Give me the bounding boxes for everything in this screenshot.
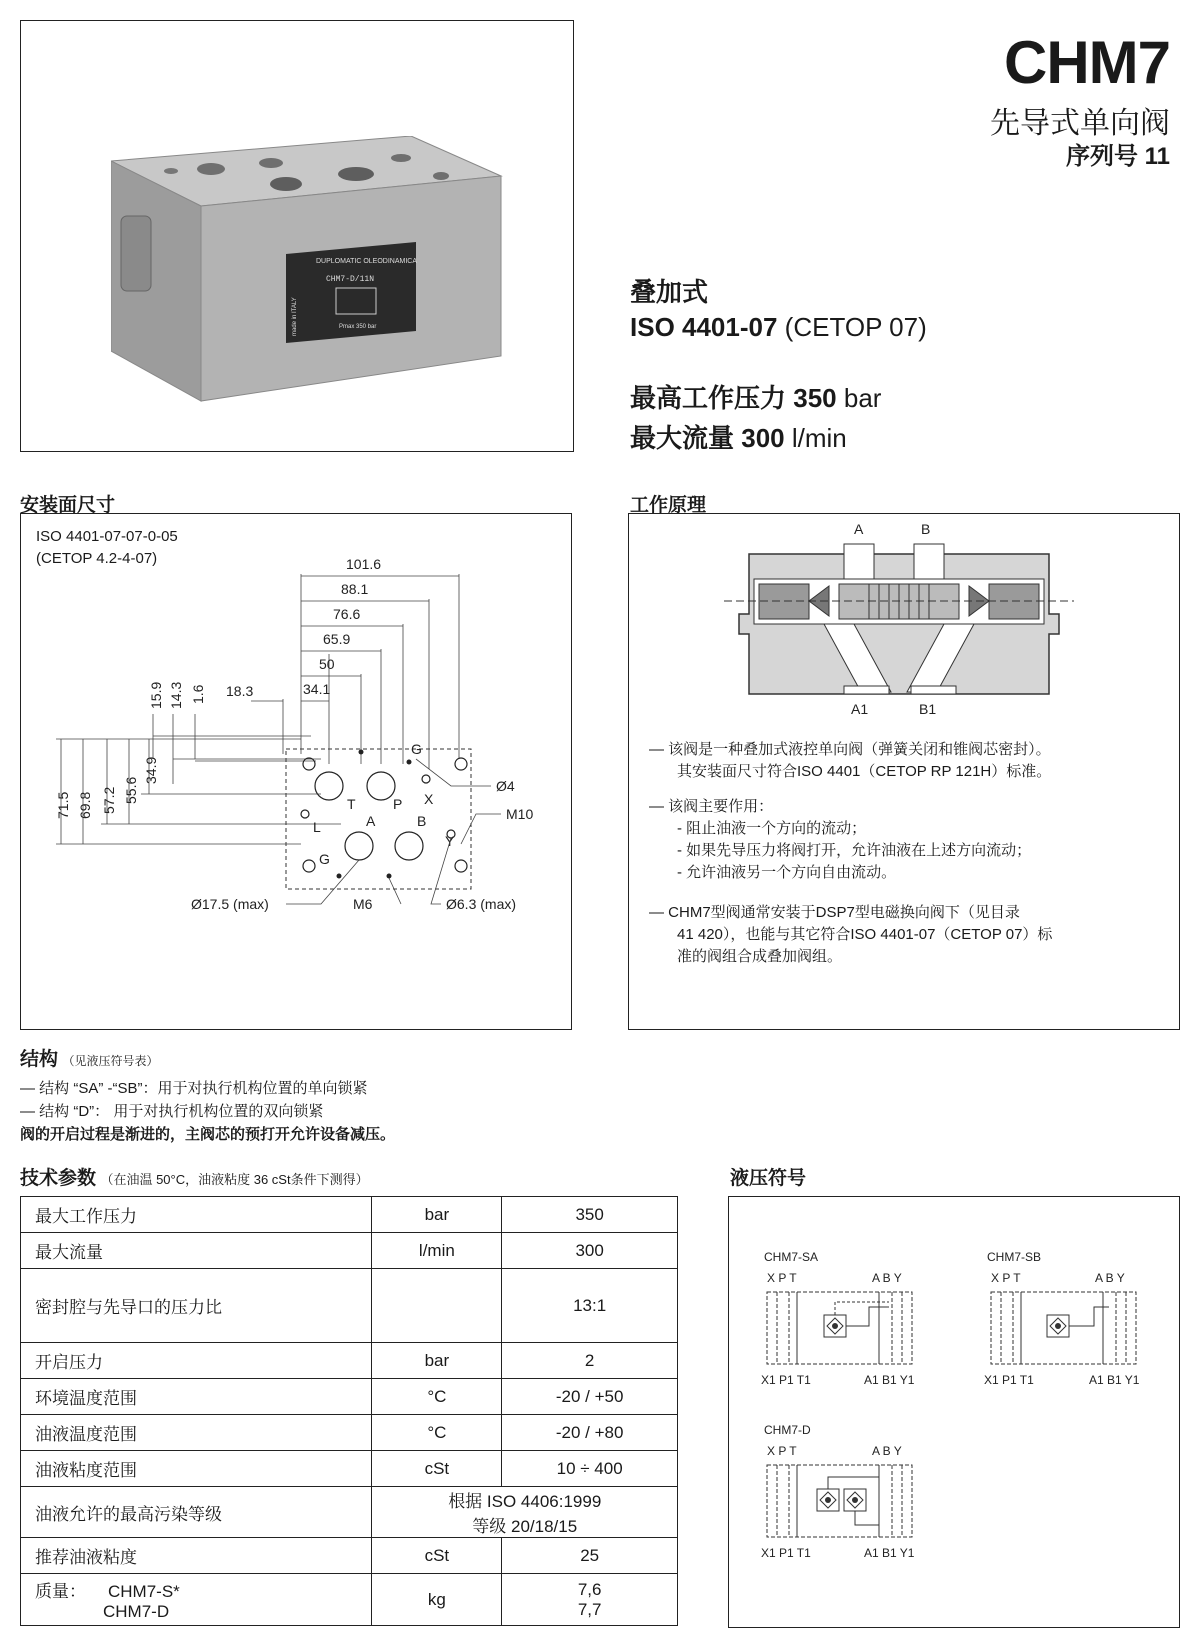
tech-title: 技术参数 [20,1168,97,1189]
principle-note-2-line-3: - 如果先导压力将阀打开，允许油液在上述方向流动； [677,842,1032,859]
port-b: B [417,813,427,829]
contamination-line-2: 等级 20/18/15 [472,1517,578,1536]
param-value: 10 ÷ 400 [502,1451,678,1487]
callout-d17-5: Ø17.5 (max) [191,896,269,912]
product-photo-frame [20,20,574,452]
param-name: 油液温度范围 [21,1415,372,1451]
symbol-sa-top-right: A B Y [872,1271,902,1285]
port-t: T [347,796,356,812]
principle-title: 工作原理 [630,495,707,516]
principle-note-2-line-4: - 允许油液另一个方向自由流动。 [677,864,897,881]
principle-note-3-line-1: — CHM7型阀通常安装于DSP7型电磁换向阀下（见目录 [649,904,1020,921]
nameplate-pressure: Pmax 350 bar [339,324,377,330]
symbol-sb-top-right: A B Y [1095,1271,1125,1285]
dim-101-6: 101.6 [346,556,382,572]
table-row [21,1415,678,1451]
mounting-diagram [21,514,571,1029]
model-subtitle: 先导式单向阀 [990,107,1170,140]
hydraulic-diagrams [729,1197,1179,1627]
principle-note-3-line-3: 准的阀组合成叠加阀组。 [677,948,843,965]
dim-18-3: 18.3 [226,683,254,699]
iso-line [630,312,927,343]
contamination-value [372,1487,678,1538]
principle-note-3 [649,902,1164,968]
symbol-d-bottom-left: X1 P1 T1 [761,1546,811,1560]
structure-title: 结构 [20,1049,59,1070]
structure-line-1: — 结构 “SA” -“SB”：用于对执行机构位置的单向锁紧 [20,1080,368,1097]
param-value: -20 / +80 [502,1415,678,1451]
mass-value-2: 7,7 [577,1599,602,1619]
nameplate-brand: DUPLOMATIC OLEODINAMICA [316,258,417,265]
dim-65-9: 65.9 [323,631,351,647]
port-y: Y [445,833,455,849]
symbol-sb [984,1250,1140,1387]
param-name: 密封腔与先导口的压力比 [21,1269,372,1343]
principle-note-1-line-2: 其安装面尺寸符合ISO 4401（CETOP RP 121H）标准。 [677,763,1052,780]
param-value: -20 / +50 [502,1379,678,1415]
mounting-title: 安装面尺寸 [20,495,116,516]
param-unit: °C [372,1379,502,1415]
principle-note-1-line-1: — 该阀是一种叠加式液控单向阀（弹簧关闭和锥阀芯密封）。 [649,741,1051,758]
tech-table [20,1196,678,1626]
param-name: 环境温度范围 [21,1379,372,1415]
pressure-label: 最高工作压力 [630,383,787,413]
param-unit: l/min [372,1233,502,1269]
model-title: CHM7 [1003,29,1170,96]
principle-note-3-line-2: 41 420），也能与其它符合ISO 4401-07（CETOP 07）标 [677,926,1053,943]
symbol-sb-top-left: X P T [991,1271,1021,1285]
nameplate-model: CHM7-D/11N [326,275,375,284]
dim-34-1: 34.1 [303,681,331,697]
port-p: P [393,796,403,812]
mass-value-1: 7,6 [577,1579,602,1599]
structure-line-2: — 结构 “D”： 用于对执行机构位置的双向锁紧 [20,1103,324,1120]
pressure-line [630,378,881,415]
symbol-sb-bottom-right: A1 B1 Y1 [1089,1373,1140,1387]
structure-title-note: （见液压符号表） [62,1054,159,1068]
principle-note-2 [649,796,1164,884]
port-l: L [313,819,321,835]
dim-50: 50 [319,656,335,672]
contamination-line-1: 根据 ISO 4406:1999 [448,1492,602,1511]
principle-port-a1: A1 [851,701,869,717]
symbol-d-bottom-right: A1 B1 Y1 [864,1546,915,1560]
table-row [21,1379,678,1415]
param-unit: cSt [372,1538,502,1574]
symbol-d-top-left: X P T [767,1444,797,1458]
param-name: 最大工作压力 [21,1197,372,1233]
tech-heading [20,1163,369,1190]
port-a: A [366,813,376,829]
mass-unit: kg [372,1574,502,1626]
mounting-std1: ISO 4401-07-07-0-05 [36,528,178,545]
series-number: 序列号 11 [1065,143,1170,170]
param-value: 350 [502,1197,678,1233]
table-row [21,1451,678,1487]
dim-55-6: 55.6 [123,776,139,804]
pressure-unit: bar [843,383,882,413]
table-row [21,1269,678,1343]
principle-diagram [629,514,1179,724]
callout-d6-3: Ø6.3 (max) [446,896,517,912]
param-value: 13:1 [502,1269,678,1343]
table-row [21,1197,678,1233]
principle-box [628,513,1180,1030]
callout-m10: M10 [506,806,534,822]
dim-15-9: 15.9 [148,681,164,709]
dim-71-5: 71.5 [55,791,71,819]
param-name: 推荐油液粘度 [21,1538,372,1574]
principle-note-2-line-1: — 该阀主要作用： [649,798,774,815]
param-unit [372,1269,502,1343]
symbol-d-name: CHM7-D [764,1423,811,1437]
symbol-sb-name: CHM7-SB [987,1250,1042,1264]
symbol-sa-bottom-right: A1 B1 Y1 [864,1373,915,1387]
table-row [21,1574,678,1626]
dim-14-3: 14.3 [168,681,184,709]
flow-value: 300 [741,423,785,453]
symbol-sa-top-left: X P T [767,1271,797,1285]
param-name: 最大流量 [21,1233,372,1269]
port-g-top: G [411,741,422,757]
type-label: 叠加式 [630,277,709,307]
port-x: X [424,791,434,807]
param-unit: cSt [372,1451,502,1487]
principle-port-b: B [921,521,931,537]
nameplate-origin: made in ITALY [292,297,298,336]
table-row [21,1233,678,1269]
iso-standard: ISO 4401-07 [630,312,778,342]
tech-title-note: （在油温 50°C，油液粘度 36 cSt条件下测得） [100,1172,369,1187]
symbol-sa [761,1250,915,1387]
structure-heading [20,1044,158,1071]
symbol-sb-bottom-left: X1 P1 T1 [984,1373,1034,1387]
param-name: 油液粘度范围 [21,1451,372,1487]
flow-line [630,418,847,455]
hydraulic-box [728,1196,1180,1628]
dim-69-8: 69.8 [77,791,93,819]
symbol-sa-name: CHM7-SA [764,1250,819,1264]
symbol-d-top-right: A B Y [872,1444,902,1458]
principle-port-b1: B1 [919,701,937,717]
principle-note-1 [649,739,1164,783]
dim-76-6: 76.6 [333,606,361,622]
mass-model-2: CHM7-D [103,1602,170,1621]
flow-unit: l/min [791,423,847,453]
port-g-bottom: G [319,851,330,867]
principle-note-2-line-2: - 阻止油液一个方向的流动； [677,820,867,837]
structure-bold-line: 阀的开启过程是渐进的，主阀芯的预打开允许设备减压。 [20,1126,396,1143]
mounting-box [20,513,572,1030]
table-row [21,1538,678,1574]
param-name: 油液允许的最高污染等级 [21,1487,372,1538]
table-row [21,1487,678,1538]
mounting-std2: (CETOP 4.2-4-07) [36,550,158,567]
valve-photo [111,136,511,406]
mass-label: 质量： [35,1582,86,1601]
callout-d4: Ø4 [496,778,515,794]
dim-34-9: 34.9 [143,756,159,784]
param-unit: °C [372,1415,502,1451]
param-unit: bar [372,1197,502,1233]
dim-57-2: 57.2 [101,786,117,814]
param-value: 2 [502,1343,678,1379]
param-name: 开启压力 [21,1343,372,1379]
pressure-value: 350 [793,383,837,413]
hydraulic-title: 液压符号 [730,1168,807,1189]
flow-label: 最大流量 [630,423,735,453]
mass-name-cell [21,1574,372,1626]
mass-model-1: CHM7-S* [108,1582,180,1601]
symbol-d [761,1423,915,1560]
callout-m6: M6 [353,896,373,912]
param-value: 300 [502,1233,678,1269]
dim-1-6: 1.6 [190,684,206,704]
dim-88-1: 88.1 [341,581,369,597]
principle-port-a: A [854,521,864,537]
param-value: 25 [502,1538,678,1574]
mass-values [502,1574,678,1626]
table-row [21,1343,678,1379]
symbol-sa-bottom-left: X1 P1 T1 [761,1373,811,1387]
cetop-standard: (CETOP 07) [784,312,927,342]
param-unit: bar [372,1343,502,1379]
